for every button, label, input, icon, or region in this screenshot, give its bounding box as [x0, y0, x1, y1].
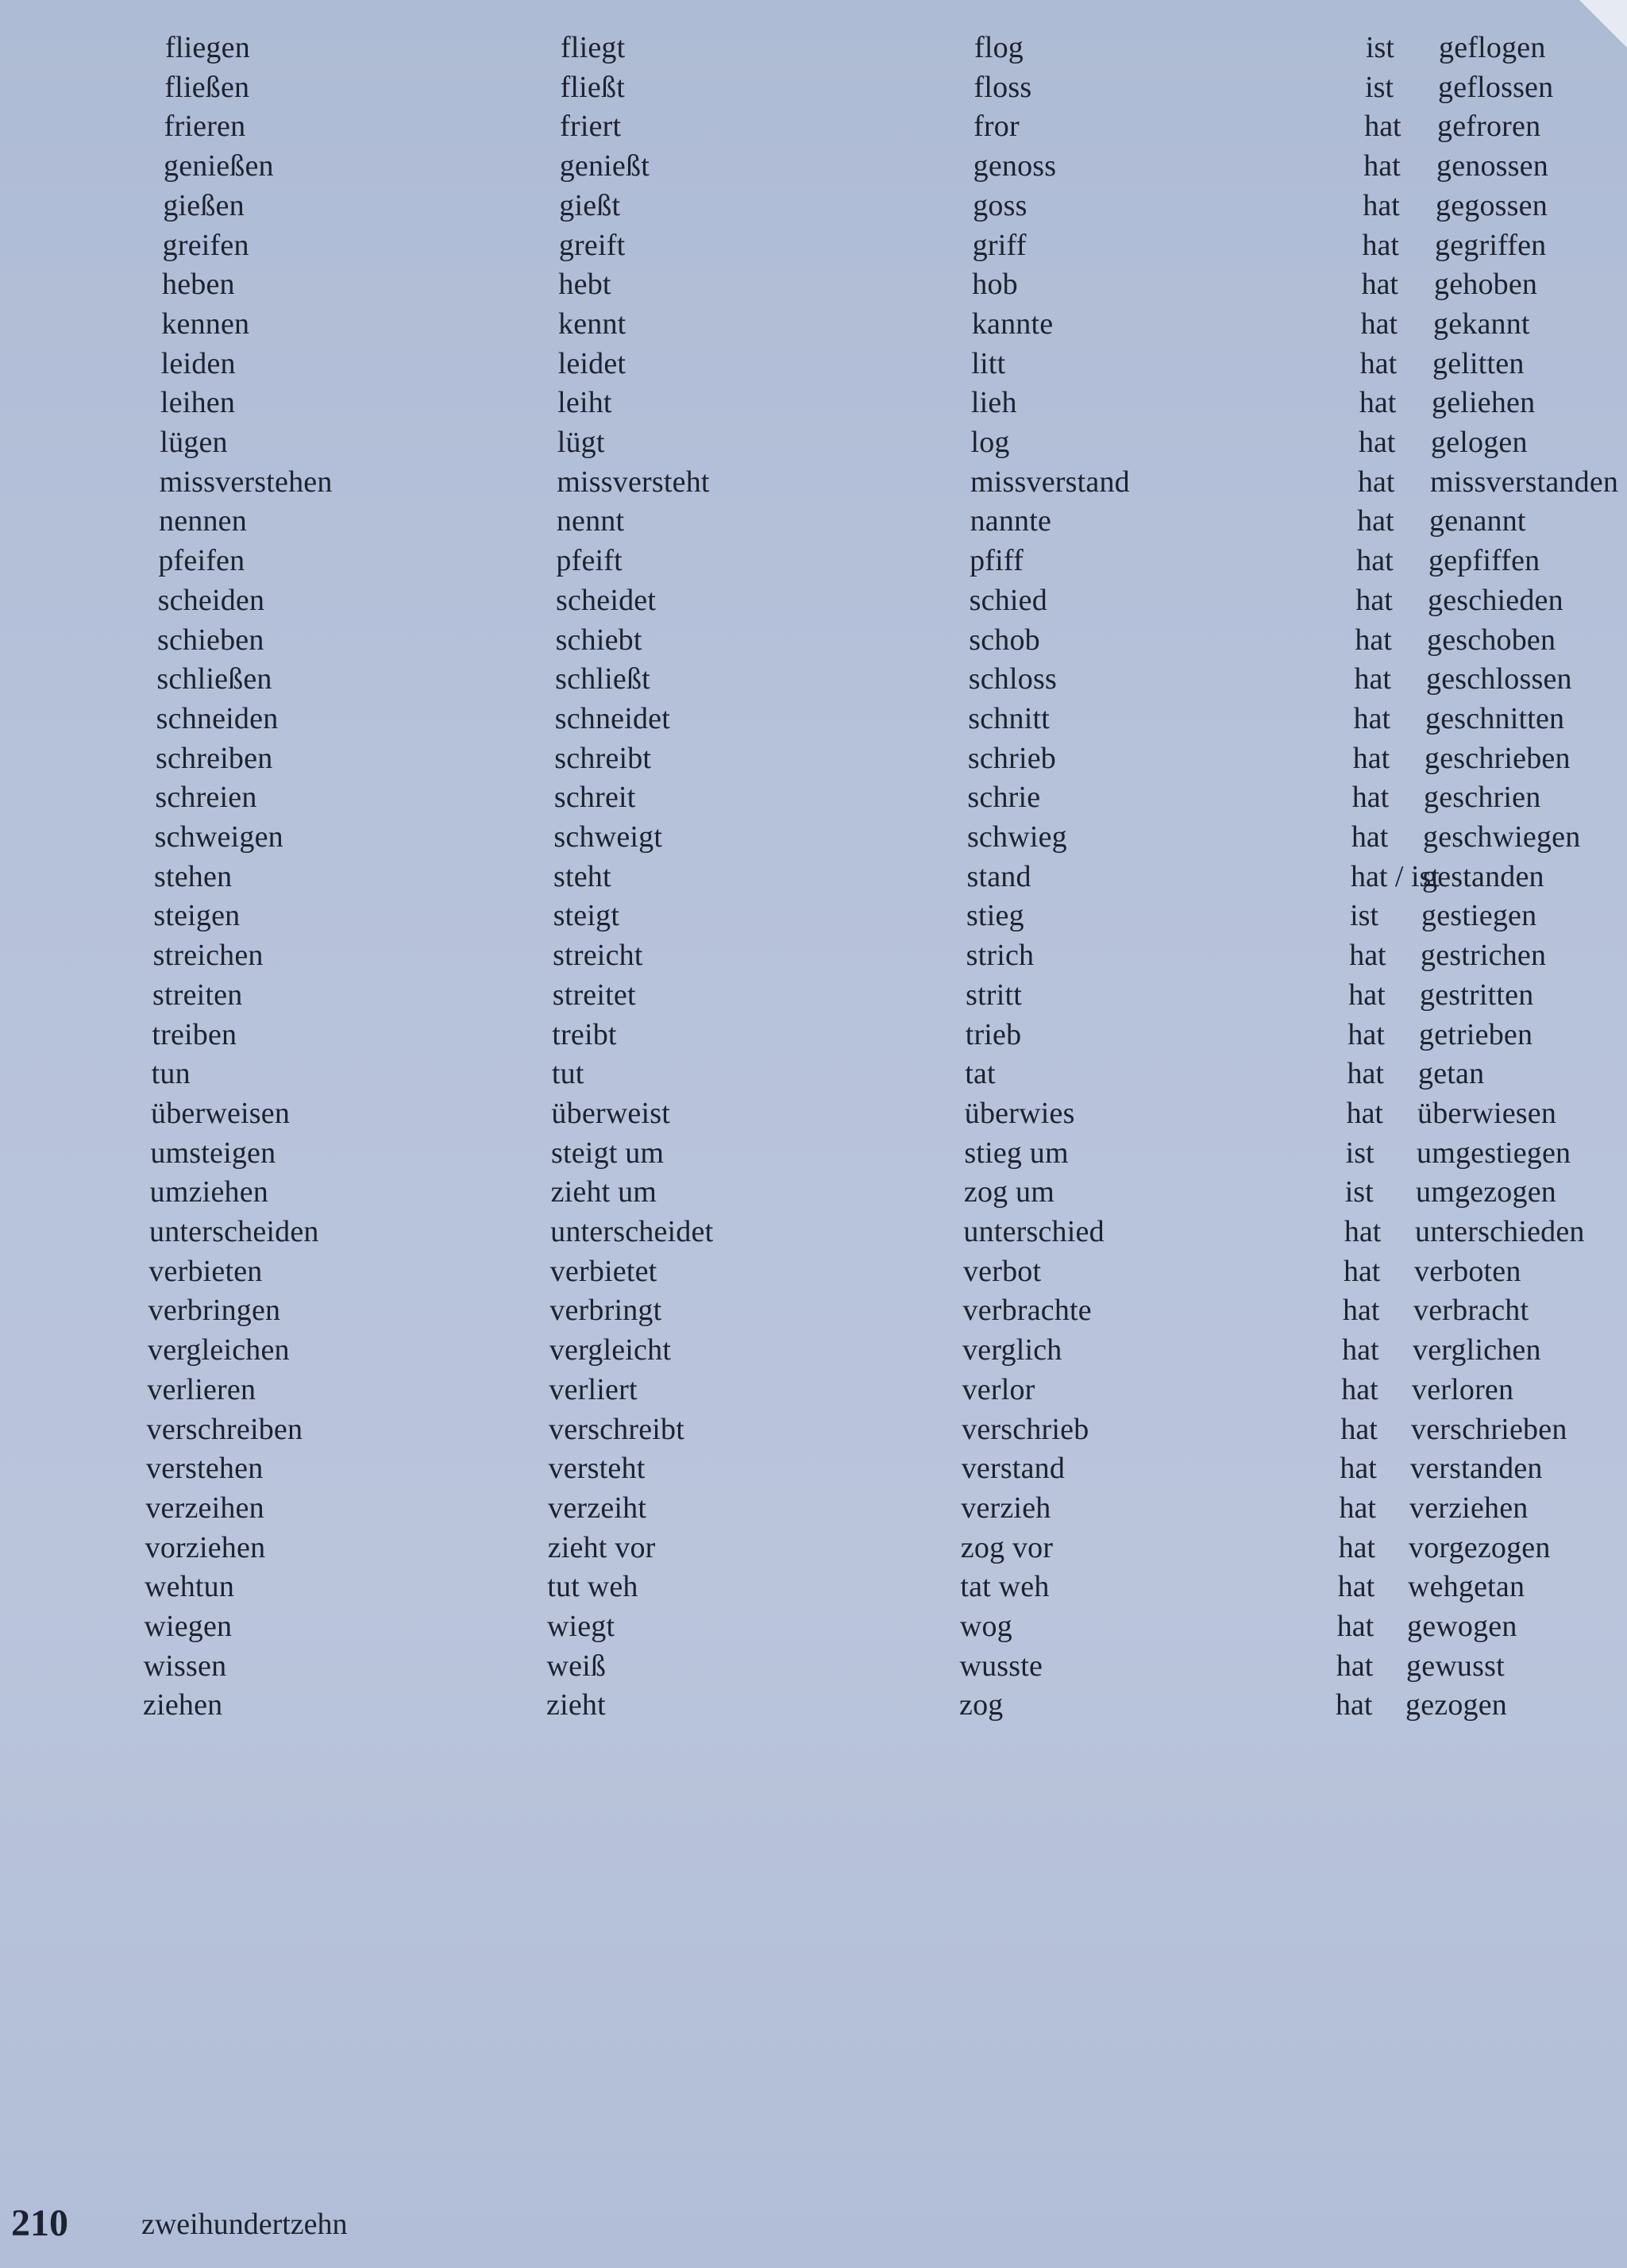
infinitive: gießen	[163, 188, 245, 222]
infinitive: frieren	[164, 110, 246, 144]
past-tense: hob	[972, 268, 1018, 302]
infinitive: greifen	[162, 228, 249, 262]
past-participle: gewusst	[1406, 1649, 1505, 1683]
past-participle: verbracht	[1413, 1294, 1529, 1328]
past-participle: gelitten	[1432, 346, 1525, 380]
past-participle: gekannt	[1433, 307, 1530, 341]
present-tense: unterscheidet	[550, 1215, 714, 1248]
past-tense: tat weh	[960, 1570, 1050, 1604]
present-tense: steigt um	[551, 1136, 665, 1170]
present-tense: zieht	[546, 1688, 606, 1722]
past-participle: getrieben	[1419, 1017, 1533, 1051]
verb-row	[0, 147, 1627, 187]
present-tense: kennt	[558, 307, 627, 341]
auxiliary-verb: hat	[1358, 465, 1395, 499]
past-tense: floss	[974, 70, 1032, 104]
verb-row	[0, 1686, 1627, 1726]
infinitive: schließen	[156, 662, 272, 696]
present-tense: genießt	[559, 149, 650, 183]
verb-row	[0, 1371, 1627, 1410]
present-tense: missversteht	[557, 465, 710, 499]
infinitive: verzeihen	[145, 1491, 264, 1525]
auxiliary-verb: hat	[1340, 1412, 1378, 1446]
page-footer	[0, 2200, 1627, 2247]
auxiliary-verb: hat	[1351, 781, 1390, 815]
past-participle: gezogen	[1405, 1688, 1507, 1722]
past-tense: goss	[973, 188, 1027, 222]
verb-row	[0, 226, 1627, 266]
infinitive: verlieren	[147, 1372, 256, 1406]
infinitive: umziehen	[149, 1175, 268, 1209]
past-tense: verlor	[962, 1372, 1035, 1406]
auxiliary-verb: ist	[1345, 1136, 1374, 1170]
past-participle: gewogen	[1407, 1610, 1517, 1643]
past-tense: wog	[959, 1610, 1012, 1643]
verb-row	[0, 423, 1627, 463]
past-participle: geschieden	[1428, 583, 1563, 617]
verb-row	[0, 1449, 1627, 1489]
auxiliary-verb: hat	[1363, 149, 1401, 183]
past-participle: unterschieden	[1415, 1215, 1585, 1248]
present-tense: nennt	[556, 504, 625, 538]
auxiliary-verb: hat	[1354, 662, 1391, 696]
past-participle: verloren	[1412, 1372, 1514, 1406]
past-tense: verglich	[962, 1333, 1062, 1367]
verb-row	[0, 502, 1627, 542]
auxiliary-verb: hat	[1336, 1649, 1374, 1683]
present-tense: treibt	[552, 1017, 617, 1051]
past-tense: verstand	[961, 1452, 1066, 1486]
infinitive: steigen	[153, 899, 241, 933]
past-tense: schrie	[967, 781, 1041, 815]
past-tense: stritt	[966, 978, 1023, 1012]
auxiliary-verb: hat	[1362, 228, 1399, 262]
verb-row	[0, 1529, 1627, 1568]
infinitive: treiben	[152, 1017, 237, 1051]
infinitive: stehen	[154, 859, 233, 893]
infinitive: genießen	[164, 149, 274, 183]
present-tense: leidet	[557, 346, 627, 380]
infinitive: verstehen	[146, 1452, 264, 1486]
present-tense: streitet	[552, 978, 636, 1012]
verb-row	[0, 463, 1627, 503]
past-tense: schied	[969, 583, 1047, 617]
infinitive: verbieten	[148, 1254, 263, 1288]
present-tense: leiht	[557, 386, 612, 420]
past-participle: geflossen	[1438, 70, 1554, 104]
present-tense: weiß	[546, 1649, 607, 1683]
past-participle: geflogen	[1439, 31, 1546, 64]
infinitive: pfeifen	[158, 544, 245, 578]
past-tense: überwies	[964, 1096, 1075, 1130]
auxiliary-verb: hat	[1337, 1570, 1375, 1604]
infinitive: ziehen	[143, 1688, 223, 1722]
auxiliary-verb: hat	[1347, 1017, 1385, 1051]
verb-row	[0, 542, 1627, 581]
past-tense: strich	[966, 939, 1035, 973]
infinitive: kennen	[161, 307, 250, 341]
present-tense: verzeiht	[548, 1491, 647, 1525]
past-participle: verstanden	[1410, 1452, 1543, 1486]
page-number-words: zweihundertzehn	[141, 2208, 348, 2241]
present-tense: wiegt	[546, 1610, 615, 1643]
past-tense: unterschied	[963, 1215, 1105, 1248]
past-participle: geschrieben	[1425, 741, 1571, 775]
present-tense: schweigt	[553, 820, 663, 854]
auxiliary-verb: hat	[1352, 741, 1390, 775]
auxiliary-verb: hat	[1357, 504, 1394, 538]
present-tense: steigt	[553, 899, 620, 933]
auxiliary-verb: hat	[1343, 1294, 1380, 1328]
past-tense: stieg	[966, 899, 1024, 933]
past-participle: gestritten	[1420, 978, 1534, 1012]
verb-row	[0, 1647, 1627, 1687]
past-participle: gegriffen	[1435, 228, 1547, 262]
infinitive: vergleichen	[148, 1333, 290, 1367]
present-tense: fliegt	[561, 31, 626, 64]
verb-row	[0, 1291, 1627, 1331]
past-participle: gepfiffen	[1428, 544, 1540, 578]
present-tense: gießt	[559, 188, 621, 222]
verb-row	[0, 1016, 1627, 1055]
auxiliary-verb: hat	[1346, 1096, 1383, 1130]
past-tense: kannte	[971, 307, 1054, 341]
past-participle: genannt	[1429, 504, 1526, 538]
auxiliary-verb: ist	[1365, 70, 1394, 104]
past-participle: umgezogen	[1416, 1175, 1556, 1209]
auxiliary-verb: hat	[1340, 1452, 1377, 1486]
past-participle: gegossen	[1436, 188, 1548, 222]
verb-row	[0, 384, 1627, 423]
past-participle: verglichen	[1413, 1333, 1541, 1367]
verb-row	[0, 29, 1627, 68]
verb-row	[0, 305, 1627, 345]
auxiliary-verb: hat	[1343, 1254, 1381, 1288]
past-tense: missverstand	[970, 465, 1130, 499]
past-participle: überwiesen	[1417, 1096, 1557, 1130]
past-tense: griff	[972, 228, 1027, 262]
infinitive: schreien	[155, 781, 257, 815]
present-tense: verliert	[549, 1372, 638, 1406]
past-participle: gehoben	[1434, 268, 1538, 302]
past-tense: tat	[965, 1057, 996, 1091]
infinitive: missverstehen	[159, 465, 333, 499]
verb-row	[0, 818, 1627, 858]
past-participle: gelogen	[1431, 426, 1528, 459]
past-tense: verbrachte	[962, 1294, 1092, 1328]
present-tense: zieht um	[550, 1175, 657, 1209]
auxiliary-verb: hat	[1363, 188, 1400, 222]
infinitive: streichen	[152, 939, 264, 973]
verb-row	[0, 1489, 1627, 1529]
past-tense: nannte	[970, 504, 1052, 538]
auxiliary-verb: hat	[1336, 1688, 1373, 1722]
infinitive: schweigen	[154, 820, 283, 854]
infinitive: schieben	[157, 623, 264, 657]
present-tense: verbietet	[549, 1254, 657, 1288]
auxiliary-verb: hat	[1339, 1491, 1376, 1525]
present-tense: steht	[553, 859, 611, 893]
present-tense: schreit	[553, 781, 636, 815]
verb-row	[0, 858, 1627, 897]
verb-row	[0, 1331, 1627, 1371]
present-tense: schreibt	[554, 741, 652, 775]
past-tense: schob	[969, 623, 1040, 657]
past-tense: schnitt	[968, 701, 1051, 735]
verb-row	[0, 976, 1627, 1016]
irregular-verb-table	[0, 29, 1627, 1744]
present-tense: greift	[558, 228, 626, 262]
past-tense: lieh	[970, 386, 1017, 420]
auxiliary-verb: hat	[1355, 623, 1392, 657]
past-tense: stieg um	[964, 1136, 1069, 1170]
auxiliary-verb: hat	[1342, 1333, 1379, 1367]
present-tense: zieht vor	[547, 1530, 656, 1564]
past-participle: geliehen	[1432, 386, 1536, 420]
auxiliary-verb: hat	[1358, 426, 1396, 459]
past-tense: pfiff	[970, 544, 1024, 578]
present-tense: tut weh	[547, 1570, 638, 1604]
past-tense: verschrieb	[962, 1412, 1089, 1446]
infinitive: verbringen	[148, 1294, 281, 1328]
past-participle: gefroren	[1437, 110, 1541, 144]
past-participle: getan	[1418, 1057, 1485, 1091]
auxiliary-verb: hat	[1360, 307, 1398, 341]
verb-row	[0, 1173, 1627, 1213]
past-tense: schwieg	[966, 820, 1067, 854]
past-participle: geschlossen	[1426, 662, 1572, 696]
past-tense: verbot	[962, 1254, 1042, 1288]
past-tense: zog vor	[960, 1530, 1054, 1564]
infinitive: leiden	[160, 346, 236, 380]
past-tense: schrieb	[967, 741, 1056, 775]
past-participle: verschrieben	[1411, 1412, 1567, 1446]
present-tense: schließt	[555, 662, 650, 696]
past-participle: gestanden	[1422, 859, 1544, 893]
present-tense: pfeift	[556, 544, 623, 578]
past-tense: schloss	[968, 662, 1057, 696]
infinitive: vorziehen	[145, 1530, 266, 1564]
present-tense: verbringt	[549, 1294, 662, 1328]
infinitive: schneiden	[156, 701, 279, 735]
verb-row	[0, 581, 1627, 621]
past-participle: verziehen	[1409, 1491, 1529, 1525]
past-tense: log	[970, 426, 1010, 459]
infinitive: umsteigen	[150, 1136, 276, 1170]
past-tense: flog	[974, 31, 1024, 64]
infinitive: scheiden	[157, 583, 265, 617]
verb-row	[0, 1213, 1627, 1252]
verb-row	[0, 107, 1627, 147]
past-participle: verboten	[1414, 1254, 1521, 1288]
past-tense: stand	[966, 859, 1031, 893]
present-tense: schiebt	[555, 623, 642, 657]
verb-row	[0, 1568, 1627, 1607]
verb-row	[0, 187, 1627, 226]
infinitive: schreiben	[156, 741, 273, 775]
past-participle: geschrien	[1424, 781, 1541, 815]
infinitive: unterscheiden	[149, 1215, 319, 1248]
infinitive: streiten	[152, 978, 243, 1012]
past-participle: geschoben	[1427, 623, 1556, 657]
past-participle: vorgezogen	[1409, 1530, 1551, 1564]
present-tense: verschreibt	[549, 1412, 685, 1446]
auxiliary-verb: hat	[1344, 1215, 1382, 1248]
verb-row	[0, 1134, 1627, 1174]
auxiliary-verb: hat	[1359, 386, 1397, 420]
infinitive: lügen	[160, 426, 228, 459]
past-tense: fror	[974, 110, 1020, 144]
verb-row	[0, 345, 1627, 384]
verb-row	[0, 1094, 1627, 1134]
past-tense: verzieh	[961, 1491, 1051, 1525]
auxiliary-verb: hat	[1341, 1372, 1378, 1406]
past-tense: zog	[959, 1688, 1004, 1722]
auxiliary-verb: hat	[1349, 939, 1386, 973]
verb-row	[0, 621, 1627, 661]
verb-row	[0, 1252, 1627, 1292]
infinitive: verschreiben	[146, 1412, 303, 1446]
auxiliary-verb: hat	[1355, 583, 1393, 617]
verb-row	[0, 1607, 1627, 1647]
present-tense: tut	[551, 1057, 584, 1091]
infinitive: tun	[151, 1057, 191, 1091]
verb-row	[0, 700, 1627, 739]
infinitive: wehtun	[145, 1570, 235, 1604]
verb-row	[0, 936, 1627, 976]
auxiliary-verb: hat	[1359, 346, 1398, 380]
present-tense: schneidet	[554, 701, 671, 735]
present-tense: lügt	[557, 426, 605, 459]
past-tense: trieb	[965, 1017, 1022, 1051]
past-participle: umgestiegen	[1417, 1136, 1571, 1170]
auxiliary-verb: ist	[1366, 31, 1394, 64]
present-tense: friert	[560, 110, 622, 144]
infinitive: fließen	[164, 70, 250, 104]
past-participle: geschwiegen	[1423, 820, 1581, 854]
past-participle: genossen	[1436, 149, 1548, 183]
auxiliary-verb: hat	[1336, 1610, 1374, 1643]
infinitive: überweisen	[151, 1096, 291, 1130]
present-tense: überweist	[551, 1096, 670, 1130]
auxiliary-verb: hat	[1338, 1530, 1376, 1564]
infinitive: nennen	[159, 504, 247, 538]
present-tense: fließt	[560, 70, 625, 104]
present-tense: scheidet	[556, 583, 657, 617]
present-tense: streicht	[553, 939, 643, 973]
auxiliary-verb: ist	[1344, 1175, 1374, 1209]
past-tense: zog um	[963, 1175, 1054, 1209]
infinitive: heben	[162, 268, 235, 302]
present-tense: versteht	[548, 1452, 646, 1486]
past-participle: gestiegen	[1421, 899, 1537, 933]
past-participle: geschnitten	[1425, 701, 1565, 735]
auxiliary-verb: hat / ist	[1351, 859, 1440, 893]
verb-row	[0, 897, 1627, 936]
verb-row	[0, 1410, 1627, 1450]
infinitive: wissen	[143, 1649, 227, 1683]
past-participle: gestrichen	[1421, 939, 1547, 973]
present-tense: hebt	[558, 268, 611, 302]
past-participle: missverstanden	[1430, 465, 1619, 499]
page-number: 210	[11, 2202, 68, 2244]
verb-row	[0, 739, 1627, 779]
auxiliary-verb: hat	[1351, 820, 1389, 854]
infinitive: fliegen	[165, 31, 250, 64]
auxiliary-verb: hat	[1364, 110, 1401, 144]
auxiliary-verb: hat	[1347, 1057, 1384, 1091]
auxiliary-verb: hat	[1353, 701, 1391, 735]
verb-row	[0, 660, 1627, 700]
auxiliary-verb: ist	[1350, 899, 1378, 933]
verb-row	[0, 1055, 1627, 1094]
past-tense: wusste	[959, 1649, 1043, 1683]
verb-row	[0, 68, 1627, 108]
past-participle: wehgetan	[1408, 1570, 1525, 1604]
auxiliary-verb: hat	[1356, 544, 1394, 578]
past-tense: genoss	[973, 149, 1057, 183]
infinitive: wiegen	[144, 1610, 233, 1643]
verb-row	[0, 778, 1627, 818]
infinitive: leihen	[160, 386, 236, 420]
past-tense: litt	[971, 346, 1006, 380]
auxiliary-verb: hat	[1361, 268, 1398, 302]
auxiliary-verb: hat	[1348, 978, 1386, 1012]
present-tense: vergleicht	[549, 1333, 672, 1367]
verb-row	[0, 265, 1627, 305]
